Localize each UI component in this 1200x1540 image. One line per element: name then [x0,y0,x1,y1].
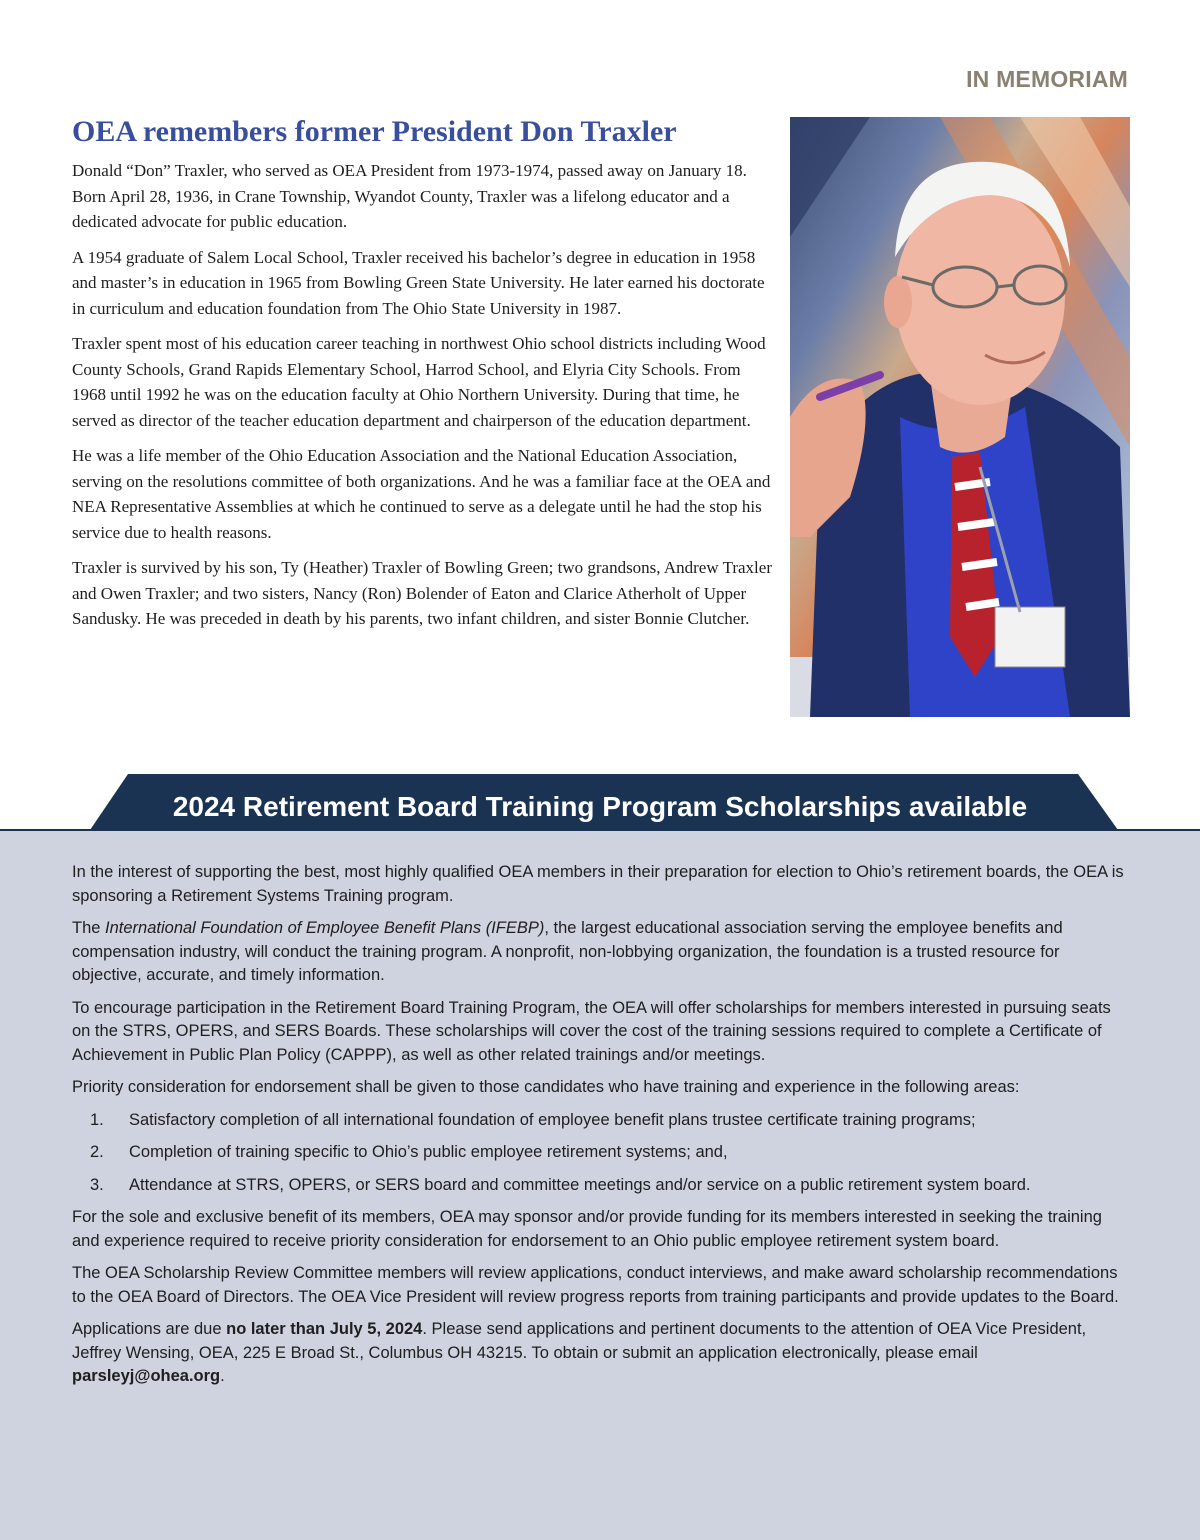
text-segment: The [72,919,106,937]
deadline-text: no later than July 5, 2024 [226,1320,423,1338]
article-paragraph: Traxler spent most of his education career teaching in northwest Ohio school districts including Wood County Schools, Grand Rapids Elementary School, Harrod School, and Elyria City Schools. From 1968 until 1992 he was on the education faculty at Ohio Northern University. During that time, he served as director of the teacher education department and chairperson of the education department. [72,334,766,430]
list-text: Satisfactory completion of all international foundation of employee benefit plans trustee certificate training programs; [129,1110,976,1129]
scholarship-paragraph: In the interest of supporting the best, most highly qualified OEA members in their preparation for election to Ohio’s retirement boards, the OEA is sponsoring a Retirement Systems Training program. [72,863,1124,905]
list-number: 2. [90,1143,104,1161]
banner-title: 2024 Retirement Board Training Program Scholarships available [172,791,1028,822]
portrait-photo [790,117,1130,717]
scholarship-paragraph [72,917,1132,988]
list-item [72,1141,1132,1165]
scholarship-paragraph: The OEA Scholarship Review Committee members will review applications, conduct interviews, and make award scholarship recommendations to the OEA Board of Directors. The OEA Vice President will review progress reports from training participants and provide updates to the Board. [72,1264,1119,1306]
text-segment: Applications are due [72,1320,227,1338]
list-number: 3. [90,1175,104,1194]
list-number: 1. [90,1110,104,1129]
article-title: OEA remembers former President Don Traxler [72,115,677,148]
ifebp-name: International Foundation of Employee Benefit Plans (IFEBP) [105,919,545,937]
scholarship-paragraph: Priority consideration for endorsement shall be given to those candidates who have training and experience in the following areas: [72,1078,1020,1096]
list-item [72,1174,1132,1198]
article-paragraph: Traxler is survived by his son, Ty (Heather) Traxler of Bowling Green; two grandsons, Andrew Traxler and Owen Traxler; and two sisters, Nancy (Ron) Bolender of Eaton and Clarice Atherholt of Upper Sandusky. He was preceded in death by his parents, two infant children, and sister Bonnie Clutcher. [72,558,772,628]
scholarship-body [72,861,1132,1398]
portrait-illustration [790,117,1130,717]
scholarship-paragraph: To encourage participation in the Retirement Board Training Program, the OEA will offer scholarships for members interested in pursuing seats on the STRS, OPERS, and SERS Boards. These scholarships will cover the cost of the training sessions required to complete a Certificate of Achievement in Public Plan Policy (CAPPP), as well as other related trainings and/or meetings. [72,998,1111,1064]
article-paragraph: Donald “Don” Traxler, who served as OEA President from 1973-1974, passed away on January 18. Born April 28, 1936, in Crane Township, Wyandot County, Traxler was a lifelong educator and a dedicated advocate for public education. [72,161,747,231]
section-label: IN MEMORIAM [966,66,1128,92]
text-segment: , the largest educational association serving the employee benefits and compensation industry, will conduct the training program. A nonprofit, non-lobbying organization, the foundation is a trusted resource for objective, accurate, and timely information. [72,919,1063,984]
scholarship-panel [0,829,1200,1540]
scholarship-paragraph: For the sole and exclusive benefit of its members, OEA may sponsor and/or provide funding for its members interested in seeking the training and experience required to receive priority consideration for endorsement to an Ohio public employee retirement system board. [72,1208,1102,1250]
text-segment: . [220,1367,225,1385]
scholarship-banner [0,774,1200,830]
scholarship-paragraph [72,1318,1132,1389]
article-paragraph: A 1954 graduate of Salem Local School, Traxler received his bachelor’s degree in education in 1958 and master’s in education in 1965 from Bowling Green State University. He later earned his doctorate in curriculum and education foundation from The Ohio State University in 1987. [72,247,765,318]
priority-list [72,1109,1132,1198]
memoriam-article [72,114,772,642]
list-item [72,1109,1132,1133]
list-text: Completion of training specific to Ohio’s public employee retirement systems; and, [129,1143,728,1161]
article-paragraph: He was a life member of the Ohio Education Association and the National Education Association, serving on the resolutions committee of both organizations. And he was a familiar face at the OEA and NEA Representative Assemblies at which he continued to serve as a delegate until he had the stop his service due to health reasons. [72,446,771,542]
contact-email-link[interactable]: parsleyj@ohea.org [72,1367,221,1385]
text-segment: . Please send applications and pertinent documents to the attention of OEA Vice President, Jeffrey Wensing, OEA, 225 E Broad St., Columbus OH 43215. To obtain or submit an application electronically, please email [72,1320,1087,1362]
list-text: Attendance at STRS, OPERS, or SERS board and committee meetings and/or service on a public retirement system board. [129,1175,1031,1194]
